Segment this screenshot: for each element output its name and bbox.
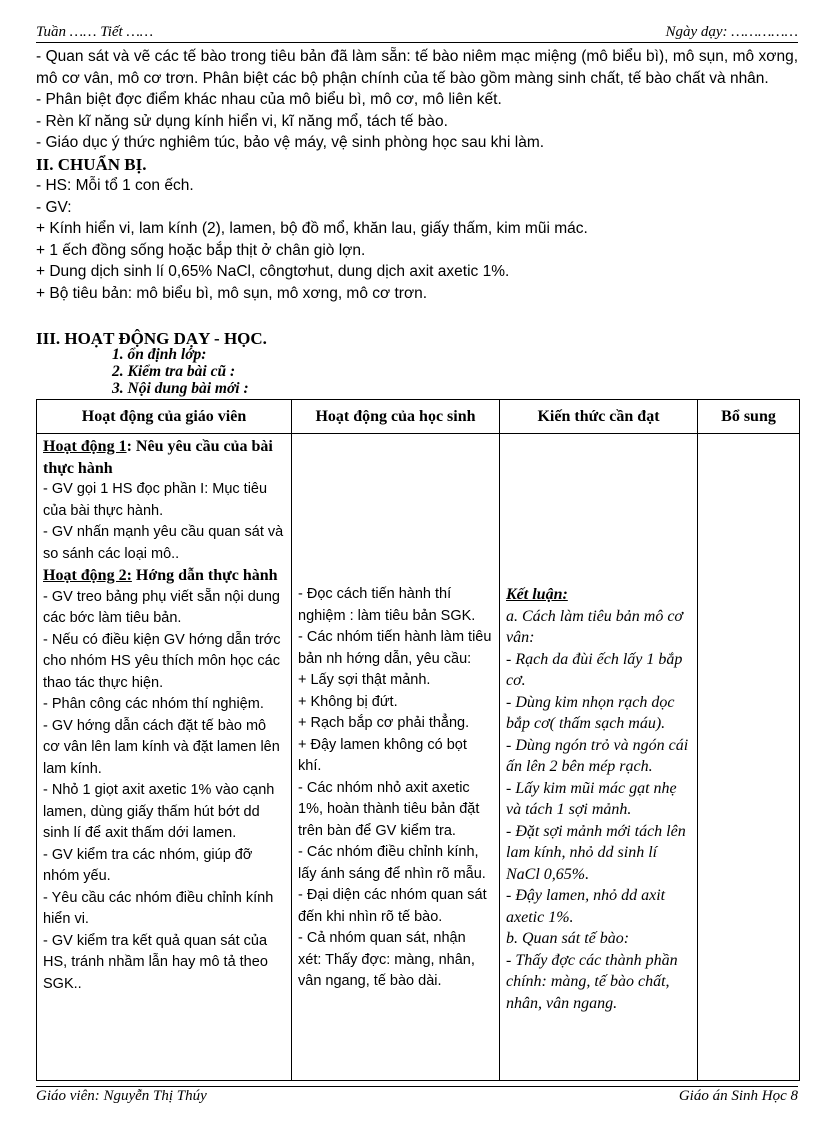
- student-line: - Các nhóm điều chỉnh kính, lấy ánh sáng để nhìn rõ mẫu.: [298, 844, 486, 882]
- footer-course: Giáo án Sinh Học 8: [678, 1088, 798, 1104]
- prep-line: - GV:: [36, 198, 72, 216]
- page-header: [36, 22, 798, 43]
- knowledge-line: - Dùng kim nhọn rạch dọc bắp cơ( thấm sạch máu).: [506, 693, 675, 732]
- section-3-title: III. HOẠT ĐỘNG DẠY - HỌC.: [36, 329, 267, 348]
- knowledge-line: a. Cách làm tiêu bản mô cơ vân:: [506, 607, 683, 646]
- page-footer: [36, 1086, 798, 1107]
- section-2-title: II. CHUẨN BỊ.: [36, 154, 147, 174]
- teacher-line: - GV hớng dẫn cách đặt tế bào mô cơ vân lên lam kính và đặt lamen lên lam kính.: [43, 717, 280, 777]
- header-week-lesson: Tuần …… Tiết ……: [36, 24, 154, 40]
- knowledge-line: - Đặt sợi mảnh mới tách lên lam kính, nhỏ dd sinh lí NaCl 0,65%.: [506, 822, 686, 883]
- col-header-teacher: Hoạt động của giáo viên: [37, 400, 292, 434]
- col-header-supplement: Bổ sung: [698, 400, 800, 434]
- objectives-block: [36, 46, 798, 304]
- student-line: + Rạch bắp cơ phải thẳng.: [298, 715, 470, 731]
- prep-line: + Kính hiển vi, lam kính (2), lamen, bộ đồ mổ, khăn lau, giấy thấm, kim mũi mác.: [36, 220, 588, 237]
- activity-table: [36, 399, 800, 1081]
- teacher-line: - GV gọi 1 HS đọc phần I: Mục tiêu của bài thực hành.: [43, 481, 268, 519]
- lesson-steps: [112, 346, 249, 397]
- teacher-line: - Phân công các nhóm thí nghiệm.: [43, 696, 264, 712]
- knowledge-line: b. Quan sát tế bào:: [506, 930, 630, 947]
- student-line: + Không bị đứt.: [298, 693, 398, 710]
- teacher-line: - Nhỏ 1 giọt axit axetic 1% vào cạnh lamen, dùng giấy thấm hút bớt dd sinh lí để axit thấm dới lamen.: [43, 782, 275, 841]
- knowledge-line: - Dùng ngón trỏ và ngón cái ấn lên 2 bên mép rạch.: [506, 736, 689, 775]
- student-line: - Các nhóm tiến hành làm tiêu bản nh hớng dẫn, yêu cầu:: [298, 629, 492, 667]
- objective-line: - Phân biệt đợc điểm khác nhau của mô biểu bì, mô cơ, mô liên kết.: [36, 91, 502, 108]
- prep-line: + Bộ tiêu bản: mô biểu bì, mô sụn, mô xơng, mô cơ trơn.: [36, 284, 428, 302]
- prep-line: - HS: Mỗi tổ 1 con ếch.: [36, 177, 194, 194]
- student-line: - Cả nhóm quan sát, nhận xét: Thấy đợc: màng, nhân, vân ngang, tế bào dài.: [298, 930, 475, 989]
- knowledge-line: - Đậy lamen, nhỏ dd axit axetic 1%.: [506, 887, 666, 926]
- col-header-knowledge: Kiến thức cần đạt: [500, 400, 698, 434]
- step-item: 1. ổn định lớp:: [112, 346, 207, 363]
- footer-teacher: Giáo viên: Nguyễn Thị Thúy: [36, 1088, 207, 1104]
- conclusion-title: Kết luận:: [506, 586, 568, 603]
- activity-1-title: Hoạt động 1: Nêu yêu cầu của bài thực hành: [43, 438, 273, 477]
- teacher-line: - Yêu cầu các nhóm điều chỉnh kính hiển vi.: [43, 889, 274, 927]
- student-activity-cell: [292, 434, 500, 1081]
- step-item: 2. Kiểm tra bài cũ :: [112, 363, 236, 380]
- header-teaching-date: Ngày dạy: ……………: [665, 24, 798, 40]
- student-line: + Lấy sợi thật mảnh.: [298, 672, 431, 688]
- teacher-activity-cell: [37, 434, 292, 1081]
- student-line: - Đọc cách tiến hành thí nghiệm : làm tiêu bản SGK.: [298, 586, 476, 624]
- student-line: - Đại diện các nhóm quan sát đến khi nhìn rõ tế bào.: [298, 887, 487, 925]
- objective-line: - Giáo dục ý thức nghiêm túc, bảo vệ máy, vệ sinh phòng học sau khi làm.: [36, 134, 545, 151]
- teacher-line: - GV kiểm tra kết quả quan sát của HS, tránh nhầm lẫn hay mô tả theo SGK..: [43, 932, 268, 992]
- teacher-line: - GV nhấn mạnh yêu cầu quan sát và so sánh các loại mô..: [43, 524, 284, 562]
- knowledge-line: - Lấy kim mũi mác gạt nhẹ và tách 1 sợi mảnh.: [506, 779, 677, 818]
- prep-line: + Dung dịch sinh lí 0,65% NaCl, côngtơhut, dung dịch axit axetic 1%.: [36, 263, 510, 280]
- prep-line: + 1 ếch đồng sống hoặc bắp thịt ở chân giò lợn.: [36, 241, 366, 259]
- teacher-line: - GV treo bảng phụ viết sẵn nội dung các bớc làm tiêu bản.: [43, 588, 280, 626]
- objective-line: - Quan sát và vẽ các tế bào trong tiêu bản đã làm sẵn: tế bào niêm mạc miệng (mô biểu bì), mô sụn, mô xơng, mô cơ vân, mô cơ trơn. Phân biệt các bộ phận chính của tế bào gồm màng sinh chất, tế bào chất và nhân.: [36, 48, 798, 87]
- teacher-line: - Nếu có điều kiện GV hớng dẫn trớc cho nhóm HS yêu thích môn học các thao tác thực hiện.: [43, 631, 281, 691]
- col-header-student: Hoạt động của học sinh: [292, 400, 500, 434]
- teacher-line: - GV kiểm tra các nhóm, giúp đỡ nhóm yếu.: [43, 846, 253, 884]
- table-header-row: [37, 400, 800, 434]
- student-line: - Các nhóm nhỏ axit axetic 1%, hoàn thành tiêu bản đặt trên bàn để GV kiểm tra.: [298, 779, 480, 839]
- knowledge-line: - Thấy đợc các thành phần chính: màng, tế bào chất, nhân, vân ngang.: [506, 951, 678, 1012]
- supplement-cell: [698, 434, 800, 1081]
- activity-2-title: Hoạt động 2: Hớng dẫn thực hành: [43, 567, 278, 584]
- knowledge-cell: [500, 434, 698, 1081]
- objective-line: - Rèn kĩ năng sử dụng kính hiển vi, kĩ năng mổ, tách tế bào.: [36, 112, 448, 130]
- student-line: + Đậy lamen không có bọt khí.: [298, 736, 467, 774]
- table-row: [37, 434, 800, 1081]
- step-item: 3. Nội dung bài mới :: [112, 380, 249, 397]
- knowledge-line: - Rạch da đùi ếch lấy 1 bắp cơ.: [506, 650, 683, 689]
